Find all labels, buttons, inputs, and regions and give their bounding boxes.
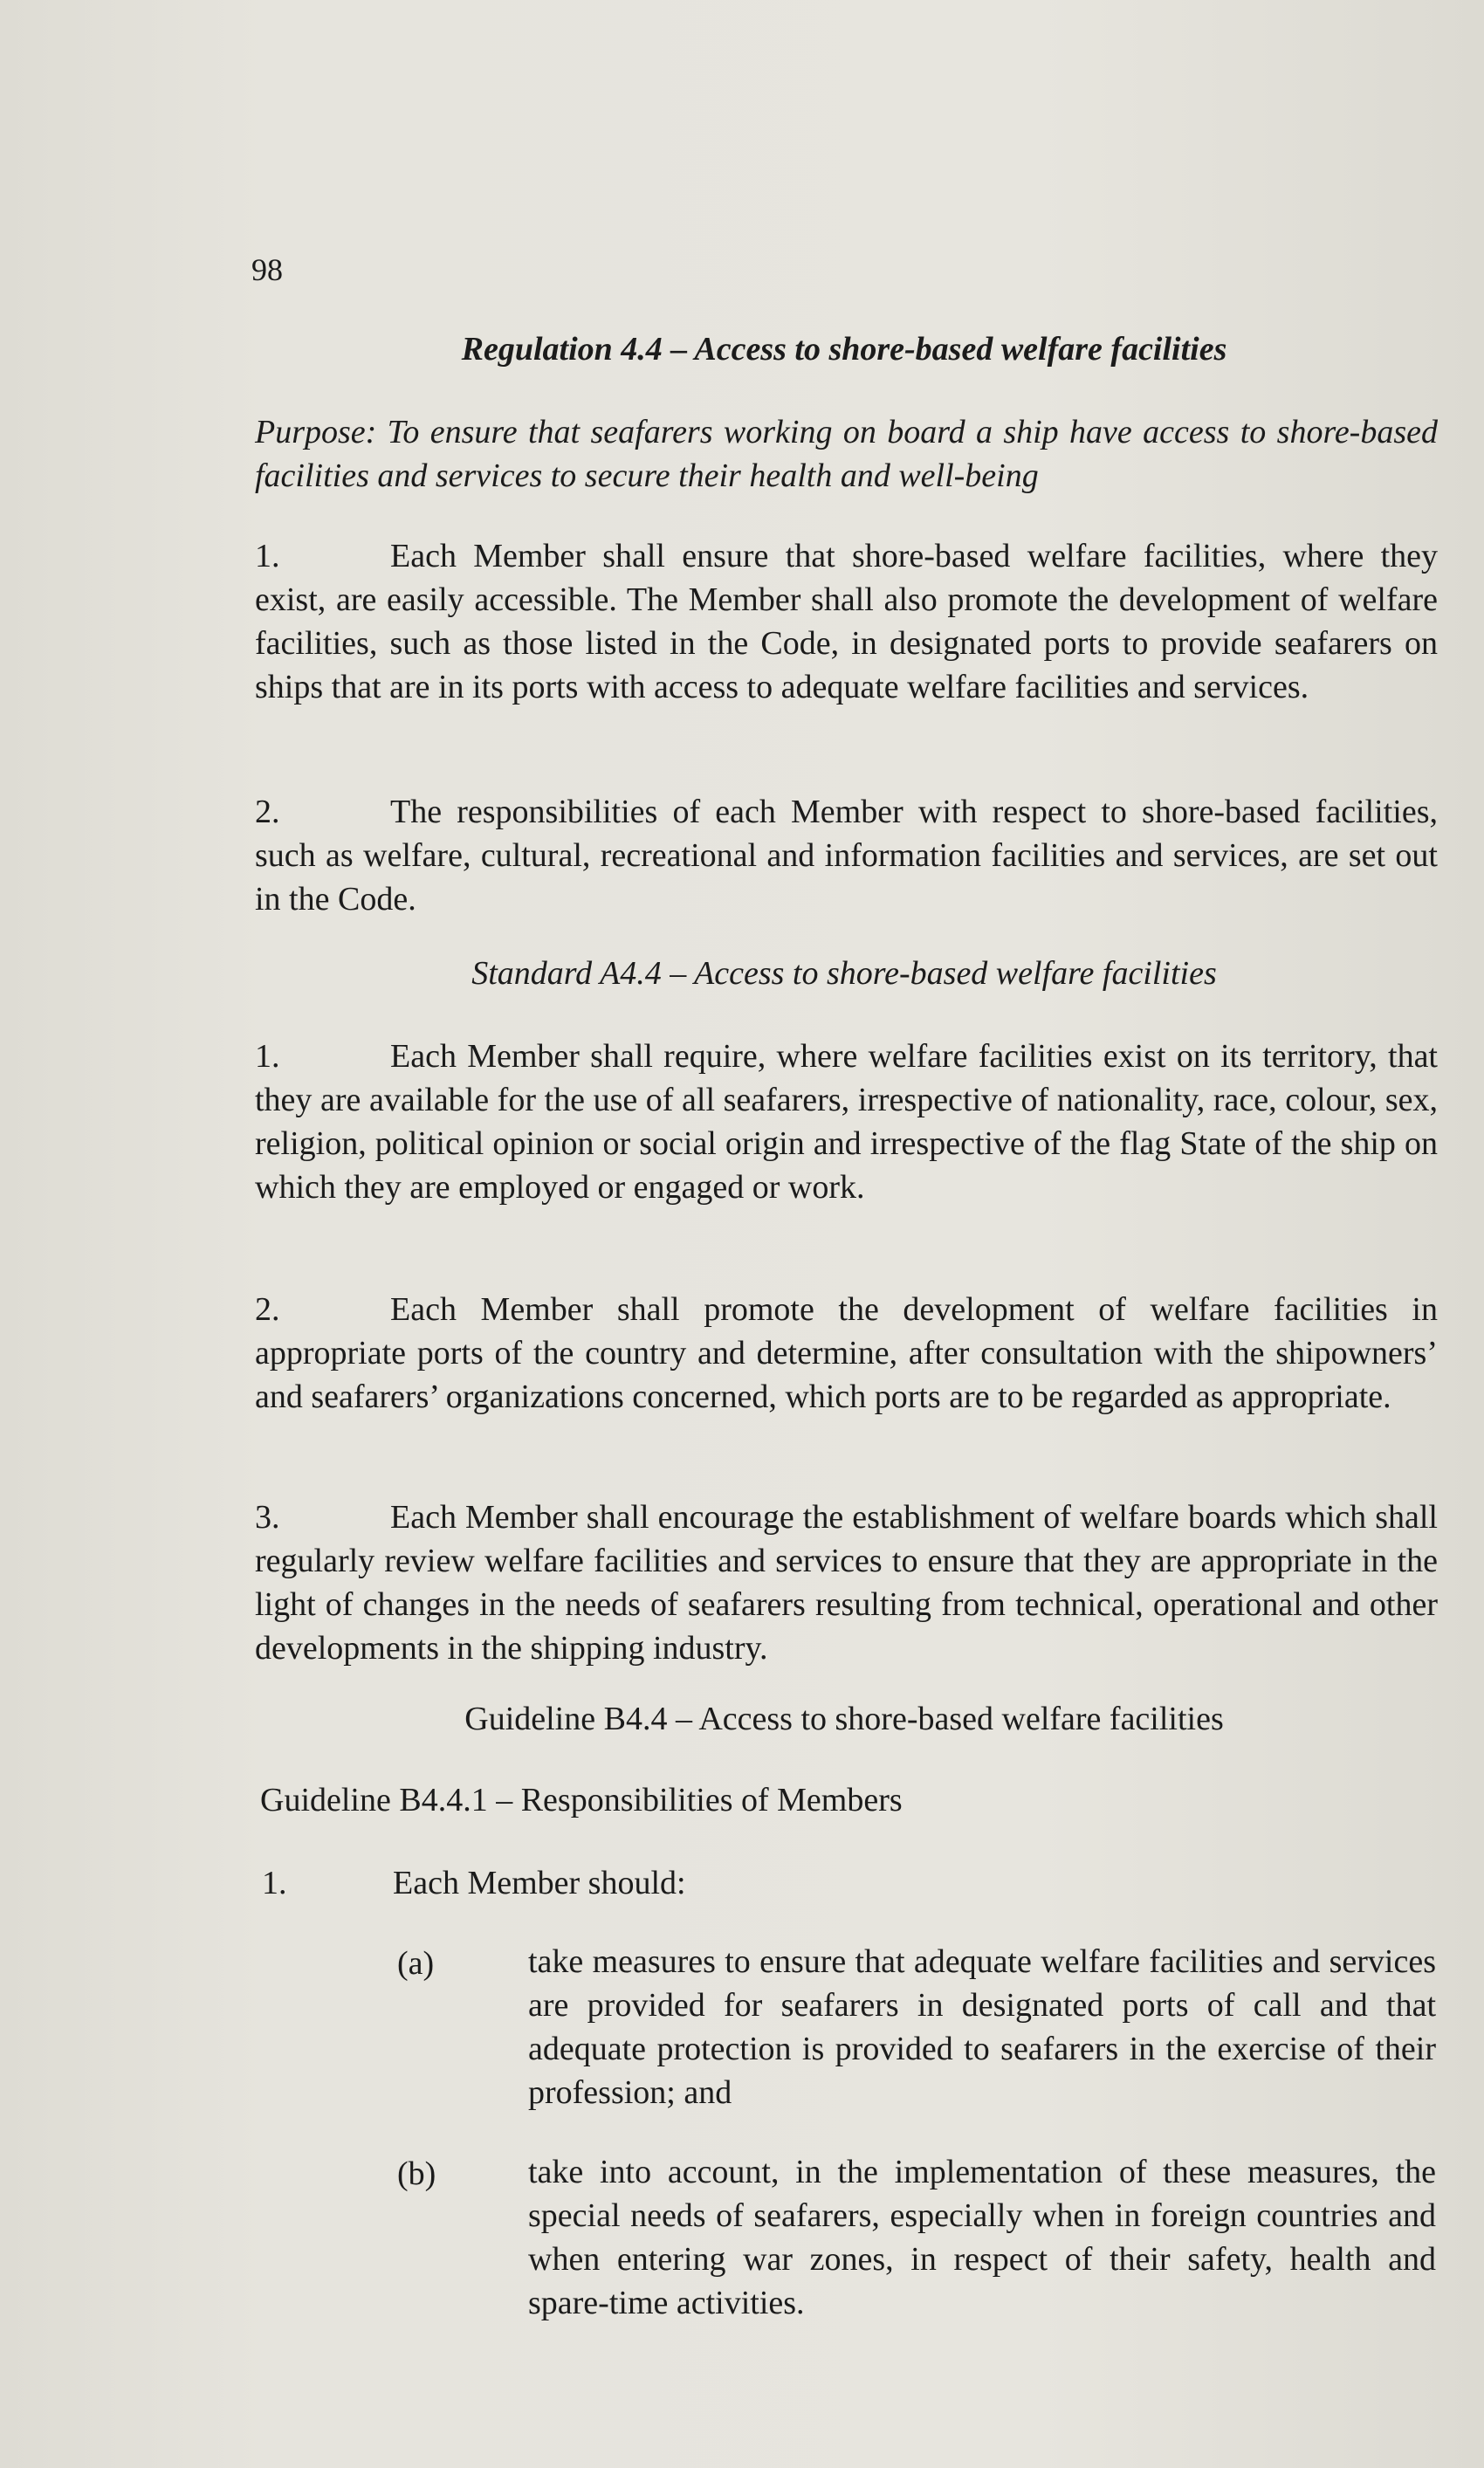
paragraph-number: 2. [255,1291,280,1328]
regulation-title: Regulation 4.4 – Access to shore-based welfare facilities [461,331,1227,368]
page-number: 98 [251,252,283,287]
paragraph-text: Each Member shall encourage the establishment of welfare boards which shall regularly review welfare facilities and services to ensure that they are appropriate in the light of changes in the needs of seafarers resulting from technical, operational and other developments in the shipping industry. [255,1499,1438,1667]
guideline-title: Guideline B4.4 – Access to shore-based welfare facilities [464,1701,1224,1737]
standard-paragraph-2 [255,1288,1438,1419]
standard-paragraph-1 [255,1035,1438,1209]
guideline-item-number: 1. [262,1865,287,1901]
paragraph-text: The responsibilities of each Member with respect to shore-based facilities, such as welfare, cultural, recreational and information facilities and services, are set out in the Code. [255,794,1438,918]
guideline-item-text: Each Member should: [393,1865,686,1901]
paragraph-text: Each Member shall require, where welfare facilities exist on its territory, that they are available for the use of all seafarers, irrespective of nationality, race, colour, sex, religion, political opinion or social origin and irrespective of the flag State of the ship on which they are employed or engaged or work. [255,1038,1438,1206]
paragraph-number: 2. [255,794,280,830]
paragraph-text: Each Member shall ensure that shore-based welfare facilities, where they exist, are easily accessible. The Member shall also promote the development of welfare facilities, such as those listed in the Code, in designated ports to provide seafarers on ships that are in its ports with access to adequate welfare facilities and services. [255,538,1438,705]
paragraph-number: 1. [255,538,280,574]
paragraph-number: 1. [255,1038,280,1075]
subitem-text-b: take into account, in the implementation of these measures, the special needs of seafarers, especially when in foreign countries and when entering war zones, in respect of their safety, health and spare-time activities. [528,2154,1436,2321]
regulation-paragraph-1 [255,534,1438,709]
paragraph-text: Each Member shall promote the development of welfare facilities in appropriate ports of the country and determine, after consultation with the shipowners’ and seafarers’ organizations concerned, which ports are to be regarded as appropriate. [255,1291,1438,1415]
paragraph-number: 3. [255,1499,280,1536]
regulation-purpose: Purpose: To ensure that seafarers working on board a ship have access to shore-based facilities and services to secure their health and well-being [255,414,1438,494]
guideline-subtitle: Guideline B4.4.1 – Responsibilities of Members [260,1782,903,1818]
standard-paragraph-3 [255,1495,1438,1670]
regulation-paragraph-2 [255,790,1438,921]
standard-title: Standard A4.4 – Access to shore-based welfare facilities [471,955,1217,992]
subitem-label-b: (b) [397,2155,436,2192]
subitem-text-a: take measures to ensure that adequate welfare facilities and services are provided for seafarers in designated ports of call and that adequate protection is provided to seafarers in the exercise of their profession; and [528,1943,1436,2111]
subitem-label-a: (a) [397,1945,435,1982]
